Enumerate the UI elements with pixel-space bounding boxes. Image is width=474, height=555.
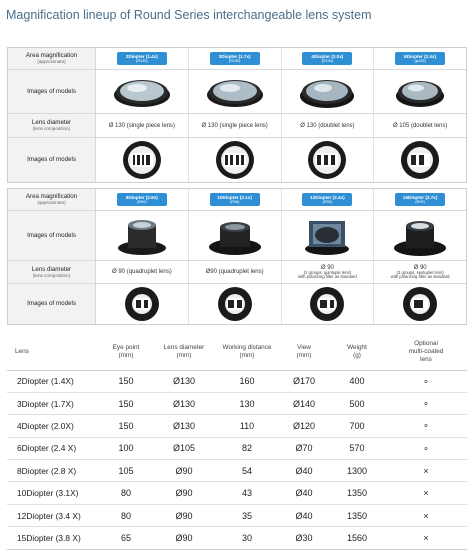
column-header-eye-point: Eye point (mm) — [99, 334, 153, 370]
top-view-images-row — [8, 284, 466, 324]
lens-top-view-photo — [122, 140, 162, 180]
row-header: Area magnification (approximate) — [8, 48, 96, 69]
table-cell-weight: 400 — [329, 370, 385, 392]
round-lens-photo — [116, 215, 168, 257]
column-header-view: View (mm) — [279, 334, 329, 370]
table-cell-coat: ∘ — [385, 437, 467, 459]
table-cell-eye: 150 — [99, 370, 153, 392]
area-magnification-row — [8, 189, 466, 211]
round-lens-photo — [112, 74, 172, 110]
table-cell-lens: 15Diopter (3.8 X) — [7, 527, 99, 549]
table-cell-wd: 110 — [215, 415, 279, 437]
table-cell-lens: 3Diopter (1.7X) — [7, 392, 99, 414]
table-cell-wd: 130 — [215, 392, 279, 414]
table-row — [7, 527, 467, 549]
table-cell-lens: 12Diopter (3.4 X) — [7, 504, 99, 526]
table-cell-weight: 500 — [329, 392, 385, 414]
table-cell-coat: ∘ — [385, 370, 467, 392]
column-header-lens-diameter: Lens diameter (mm) — [153, 334, 215, 370]
round-lens-photo — [301, 215, 353, 257]
table-cell-diam: Ø130 — [153, 415, 215, 437]
lens-specifications-table — [7, 334, 467, 550]
table-cell-weight: 1560 — [329, 527, 385, 549]
table-cell-view: Ø170 — [279, 370, 329, 392]
table-cell-diam: Ø90 — [153, 460, 215, 482]
table-cell-diam: Ø105 — [153, 437, 215, 459]
table-cell-wd: 30 — [215, 527, 279, 549]
table-row — [7, 415, 467, 437]
table-cell-eye: 80 — [99, 482, 153, 504]
page-title: Magnification lineup of Round Series interchangeable lens system — [6, 8, 372, 22]
lens-top-view-photo — [309, 286, 345, 322]
table-cell-diam: Ø130 — [153, 370, 215, 392]
table-cell-view: Ø120 — [279, 415, 329, 437]
table-cell-wd: 160 — [215, 370, 279, 392]
table-cell-view: Ø140 — [279, 392, 329, 414]
magnification-badge: 10Diopter (3.1x) (R90) — [210, 193, 260, 205]
table-cell-coat: ∘ — [385, 415, 467, 437]
round-lens-photo — [392, 215, 448, 257]
magnification-badge: 2Diopter (1.4x) (R130) — [117, 52, 167, 64]
table-cell-view: Ø70 — [279, 437, 329, 459]
table-row — [7, 392, 467, 414]
row-header: Images of models — [8, 211, 96, 260]
magnification-badge: 4Diopter (2.0x) (R130) — [302, 52, 352, 64]
lens-lineup-group-2 — [7, 188, 467, 325]
row-header: Images of models — [8, 70, 96, 113]
table-cell-coat: × — [385, 482, 467, 504]
lens-top-view-photo — [307, 140, 347, 180]
table-cell-weight: 1300 — [329, 460, 385, 482]
table-cell-view: Ø40 — [279, 482, 329, 504]
magnification-badge: 15Diopter (3.7x) (R90) — [395, 193, 445, 205]
magnification-badge: 12Diopter (3.4x) (R90) — [302, 193, 352, 205]
lens-top-view-photo — [215, 140, 255, 180]
column-header-weight: Weight (g) — [329, 334, 385, 370]
table-cell-wd: 82 — [215, 437, 279, 459]
table-cell-weight: 700 — [329, 415, 385, 437]
table-cell-diam: Ø90 — [153, 527, 215, 549]
table-cell-lens: 8Diopter (2.8 X) — [7, 460, 99, 482]
round-lens-photo — [297, 74, 357, 110]
table-cell-wd: 54 — [215, 460, 279, 482]
table-row — [7, 482, 467, 504]
table-cell-coat: ∘ — [385, 392, 467, 414]
table-cell-diam: Ø90 — [153, 482, 215, 504]
table-cell-eye: 80 — [99, 504, 153, 526]
row-header: Lens diameter (lens composition) — [8, 114, 96, 137]
table-cell-view: Ø30 — [279, 527, 329, 549]
table-cell-lens: 10Diopter (3.1X) — [7, 482, 99, 504]
round-lens-photo — [207, 215, 263, 257]
table-cell-diam: Ø90 — [153, 504, 215, 526]
column-header-multi-coated: Optional multi-coated lens — [385, 334, 467, 370]
table-row — [7, 370, 467, 392]
magnification-badge: 8Diopter (2.8x) (R90) — [117, 193, 167, 205]
table-cell-coat: × — [385, 504, 467, 526]
table-header-row — [7, 334, 467, 370]
table-row — [7, 504, 467, 526]
table-cell-eye: 100 — [99, 437, 153, 459]
table-cell-lens: 2Diopter (1.4X) — [7, 370, 99, 392]
column-header-working-distance: Working distance (mm) — [215, 334, 279, 370]
model-images-row — [8, 211, 466, 261]
table-cell-weight: 1350 — [329, 504, 385, 526]
lens-top-view-photo — [217, 286, 253, 322]
table-cell-diam: Ø130 — [153, 392, 215, 414]
column-header-lens: Lens — [7, 334, 99, 370]
table-row — [7, 460, 467, 482]
round-lens-photo — [205, 74, 265, 110]
top-view-images-row — [8, 138, 466, 182]
lens-diameter-row: Lens diameter (lens composition) Ø 90 (quadruplet lens) Ø90 (quadruplet lens) Ø 90 (3 groups, quintuple lens) with polarizing filter as standard Ø 90 (3 groups, sextuplet lens) with polarizing filter as standard — [8, 261, 466, 284]
lens-lineup-group-1 — [7, 47, 467, 183]
row-header: Area magnification (approximate) — [8, 189, 96, 210]
row-header: Lens diameter (lens composition) — [8, 261, 96, 283]
lens-top-view-photo — [402, 286, 438, 322]
lens-diameter-row: Lens diameter (lens composition) Ø 130 (single piece lens) Ø 130 (single piece lens) Ø 130 (doublet lens) Ø 105 (doublet lens) — [8, 114, 466, 138]
lens-top-view-photo — [124, 286, 160, 322]
table-cell-coat: × — [385, 527, 467, 549]
table-cell-view: Ø40 — [279, 460, 329, 482]
table-cell-view: Ø40 — [279, 504, 329, 526]
table-cell-eye: 150 — [99, 392, 153, 414]
table-cell-wd: 43 — [215, 482, 279, 504]
table-row — [7, 437, 467, 459]
table-cell-coat: × — [385, 460, 467, 482]
model-images-row — [8, 70, 466, 114]
lens-top-view-photo — [400, 140, 440, 180]
row-header: Images of models — [8, 138, 96, 182]
area-magnification-row — [8, 48, 466, 70]
table-cell-lens: 6Diopter (2.4 X) — [7, 437, 99, 459]
table-cell-weight: 570 — [329, 437, 385, 459]
round-lens-photo — [393, 74, 447, 110]
table-cell-weight: 1350 — [329, 482, 385, 504]
row-header: Images of models — [8, 284, 96, 324]
table-cell-lens: 4Diopter (2.0X) — [7, 415, 99, 437]
table-cell-eye: 150 — [99, 415, 153, 437]
table-cell-wd: 35 — [215, 504, 279, 526]
magnification-badge: 6Diopter (2.4x) (φ105) — [395, 52, 445, 64]
table-cell-eye: 65 — [99, 527, 153, 549]
table-cell-eye: 105 — [99, 460, 153, 482]
magnification-badge: 3Diopter (1.7x) (R130) — [210, 52, 260, 64]
